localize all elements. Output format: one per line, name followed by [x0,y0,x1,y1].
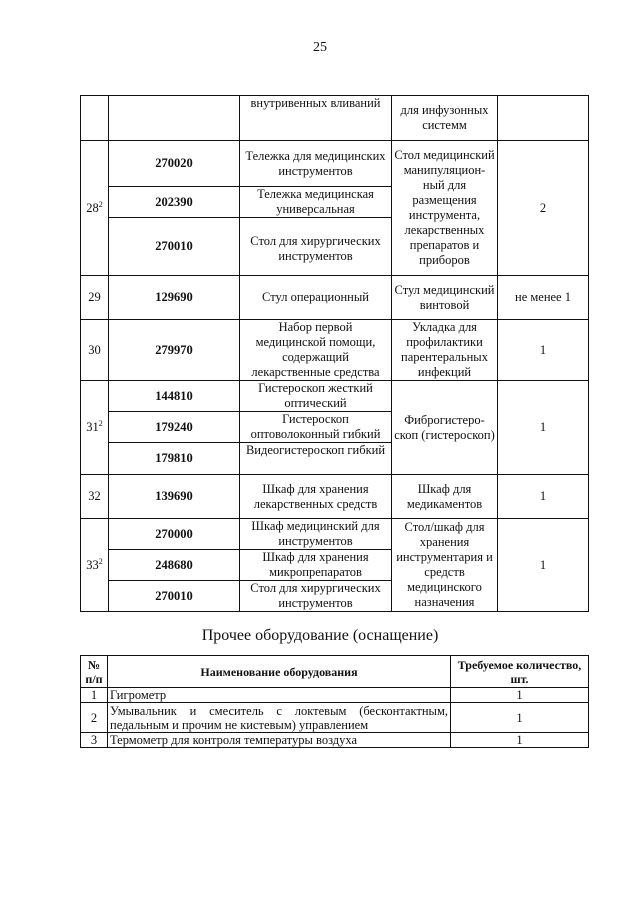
row-number: 3 [81,733,108,748]
analog-name: Фиброгистеро-скоп (гистероскоп) [392,381,498,475]
table-row [81,276,589,320]
quantity: 2 [498,141,589,276]
equipment-name: Тележка для медицинских инструментов [240,141,392,187]
header-qty: Требуемое количество, шт. [451,656,589,688]
equipment-name: Стол для хирургических инструментов [240,581,392,612]
row-number: 32 [81,475,109,519]
table-row [81,703,589,733]
equipment-name: Шкаф для хранения лекарственных средств [240,475,392,519]
quantity: 1 [451,703,589,733]
quantity: 1 [498,519,589,612]
equipment-name: Гигрометр [108,688,451,703]
equipment-code: 270010 [109,218,240,276]
row-number: 1 [81,688,108,703]
equipment-name: Видеогистероскоп гибкий [240,443,392,475]
table-row [81,320,589,381]
analog-name: для инфузонных системм [392,96,498,141]
table-row [81,688,589,703]
quantity: 1 [498,381,589,475]
table-row [81,141,589,187]
quantity: не менее 1 [498,276,589,320]
row-number: $31^2$ [81,381,109,475]
analog-name: Стол медицинский манипуляцион-ный для размещения инструмента, лекарственных препаратов и приборов [392,141,498,276]
quantity-cell [498,96,589,141]
row-number: 30 [81,320,109,381]
equipment-code: 179240 [109,412,240,443]
equipment-code: 129690 [109,276,240,320]
page-number: 25 [313,40,327,55]
equipment-code: 202390 [109,187,240,218]
header-num: № п/п [81,656,108,688]
quantity: 1 [451,733,589,748]
equipment-code: 248680 [109,550,240,581]
equipment-name: Шкаф для хранения микропрепаратов [240,550,392,581]
equipment-name: внутривенных вливаний [240,96,392,141]
table-row [81,96,589,141]
equipment-code: 139690 [109,475,240,519]
equipment-code: 270000 [109,519,240,550]
analog-name: Стул медицинский винтовой [392,276,498,320]
equipment-name: Тележка медицинская универсальная [240,187,392,218]
equipment-code: 179810 [109,443,240,475]
quantity: 1 [498,320,589,381]
row-number: $28^2$ [81,141,109,276]
quantity: 1 [498,475,589,519]
equipment-code: 144810 [109,381,240,412]
table-row [81,519,589,550]
analog-name: Шкаф для медикаментов [392,475,498,519]
equipment-name: Гистероскоп оптоволоконный гибкий [240,412,392,443]
code-cell [109,96,240,141]
equipment-code: 270010 [109,581,240,612]
table-row [81,733,589,748]
row-number [81,96,109,141]
equipment-name: Умывальник и смеситель с локтевым (бесконтактным, педальным и прочим не кистевым) управлением [108,703,451,733]
equipment-name: Стол для хирургических инструментов [240,218,392,276]
analog-name: Укладка для профилактики парентеральных инфекций [392,320,498,381]
table-row [81,381,589,412]
table-header-row [81,656,589,688]
equipment-name: Набор первой медицинской помощи, содержащий лекарственные средства [240,320,392,381]
section-title: Прочее оборудование (оснащение) [201,627,439,644]
table-row [81,475,589,519]
equipment-code: 279970 [109,320,240,381]
row-number: 29 [81,276,109,320]
equipment-table [80,95,589,612]
row-number: 2 [81,703,108,733]
equipment-code: 270020 [109,141,240,187]
analog-name: Стол/шкаф для хранения инструментария и средств медицинского назначения [392,519,498,612]
row-number: $33^2$ [81,519,109,612]
equipment-name: Термометр для контроля температуры воздуха [108,733,451,748]
equipment-name: Гистероскоп жесткий оптический [240,381,392,412]
equipment-name: Шкаф медицинский для инструментов [240,519,392,550]
header-name: Наименование оборудования [108,656,451,688]
quantity: 1 [451,688,589,703]
other-equipment-table [80,655,589,748]
equipment-name: Стул операционный [240,276,392,320]
